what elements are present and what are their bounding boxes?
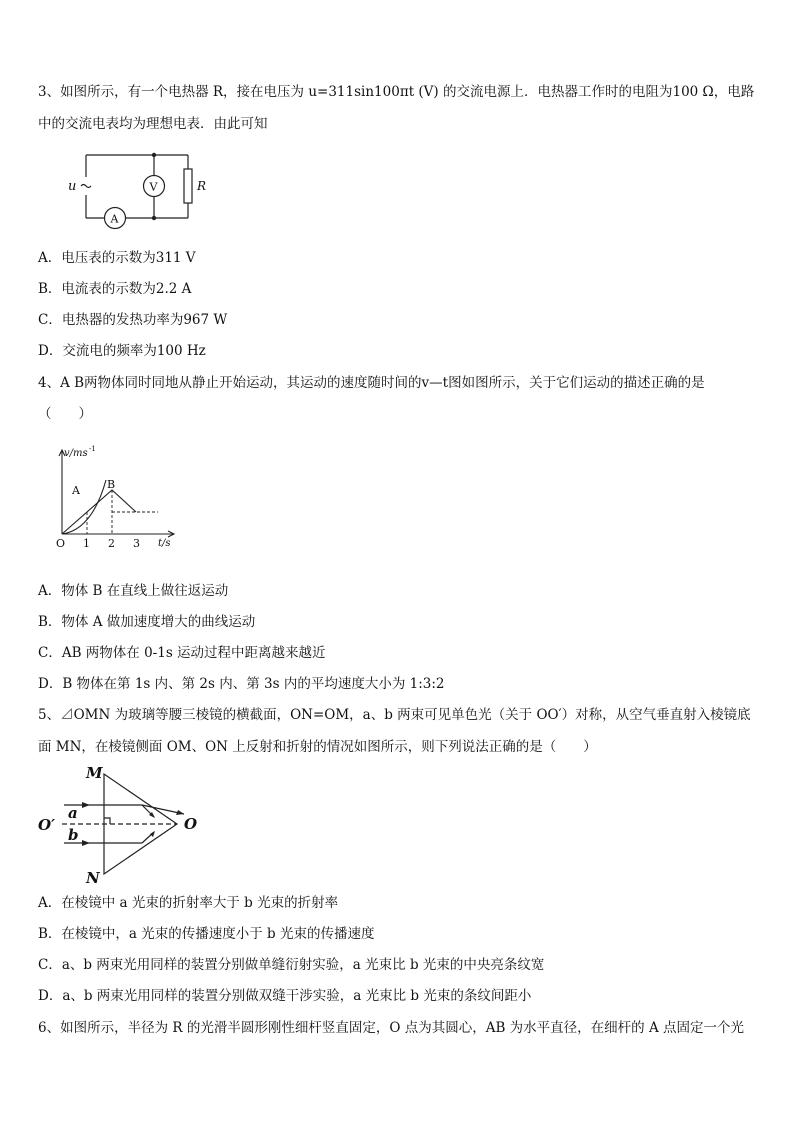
q5-prism-diagram: [38, 762, 203, 886]
q4-vt-graph: [50, 440, 190, 555]
q3-stem-line1: 3、如图所示，有一个电热器 R，接在电压为 u=311sin100πt (V) 的交流电源上．电热器工作时的电阻为100 Ω，电路: [38, 84, 755, 100]
q5-option-b[interactable]: B．在棱镜中，a 光束的传播速度小于 b 光束的传播速度: [38, 926, 375, 942]
q3-option-b[interactable]: B．电流表的示数为2.2 A: [38, 281, 192, 297]
q4-curve-a-label: A: [72, 484, 80, 497]
q5-stem-line2: 面 MN，在棱镜侧面 OM、ON 上反射和折射的情况如图所示，则下列说法正确的是（ ）: [38, 739, 597, 755]
q4-x-axis-label: t/s: [158, 538, 171, 549]
q5-label-o: O: [184, 815, 198, 833]
q3-option-d[interactable]: D．交流电的频率为100 Hz: [38, 343, 206, 359]
q4-option-d[interactable]: D．B 物体在第 1s 内、第 2s 内、第 3s 内的平均速度大小为 1:3:2: [38, 676, 445, 692]
q5-stem-line1: 5、⊿OMN 为玻璃等腰三棱镜的横截面，ON=OM，a、b 两束可见单色光（关于 OO′）对称，从空气垂直射入棱镜底: [38, 707, 751, 723]
q3-voltmeter-label: V: [149, 180, 158, 194]
q5-option-c[interactable]: C．a、b 两束光用同样的装置分别做单缝衍射实验，a 光束比 b 光束的中央亮条纹宽: [38, 957, 545, 973]
q5-label-n: N: [86, 869, 100, 887]
q4-y-axis-label-sup: -1: [89, 445, 96, 453]
q4-origin-label: O: [56, 537, 66, 550]
q3-circuit-diagram: [60, 145, 220, 230]
q6-stem-line1: 6、如图所示，半径为 R 的光滑半圆形刚性细杆竖直固定，O 点为其圆心，AB 为水平直径，在细杆的 A 点固定一个光: [38, 1020, 744, 1036]
q4-stem-line1: 4、A B两物体同时同地从静止开始运动，其运动的速度随时间的v—t图如图所示，关于它们运动的描述正确的是: [38, 375, 705, 391]
q5-label-o-prime: O′: [38, 816, 56, 834]
q5-ray-b-label: b: [68, 826, 79, 844]
q4-tick-3: 3: [133, 537, 140, 550]
q4-stem-line2: （ ）: [38, 406, 92, 422]
q3-option-a[interactable]: A．电压表的示数为311 V: [38, 250, 196, 266]
q4-option-b[interactable]: B．物体 A 做加速度增大的曲线运动: [38, 614, 256, 630]
q4-tick-2: 2: [108, 537, 115, 550]
q3-resistor-label: R: [197, 179, 207, 193]
q3-option-c[interactable]: C．电热器的发热功率为967 W: [38, 312, 228, 328]
q5-label-m: M: [86, 764, 103, 782]
q4-option-c[interactable]: C．AB 两物体在 0-1s 运动过程中距离越来越近: [38, 645, 326, 661]
q4-option-a[interactable]: A．物体 B 在直线上做往返运动: [38, 583, 229, 599]
q3-stem-line2: 中的交流电表均为理想电表．由此可知: [38, 116, 268, 132]
q4-curve-b-label: B: [107, 478, 116, 491]
q5-option-a[interactable]: A．在棱镜中 a 光束的折射率大于 b 光束的折射率: [38, 895, 339, 911]
q4-y-axis-label: v/ms: [64, 448, 88, 459]
q5-option-d[interactable]: D．a、b 两束光用同样的装置分别做双缝干涉实验，a 光束比 b 光束的条纹间距小: [38, 988, 532, 1004]
q4-tick-1: 1: [83, 537, 90, 550]
q3-ammeter-label: A: [110, 212, 119, 226]
q5-ray-a-label: a: [68, 804, 78, 822]
q3-source-label: u: [68, 179, 77, 194]
